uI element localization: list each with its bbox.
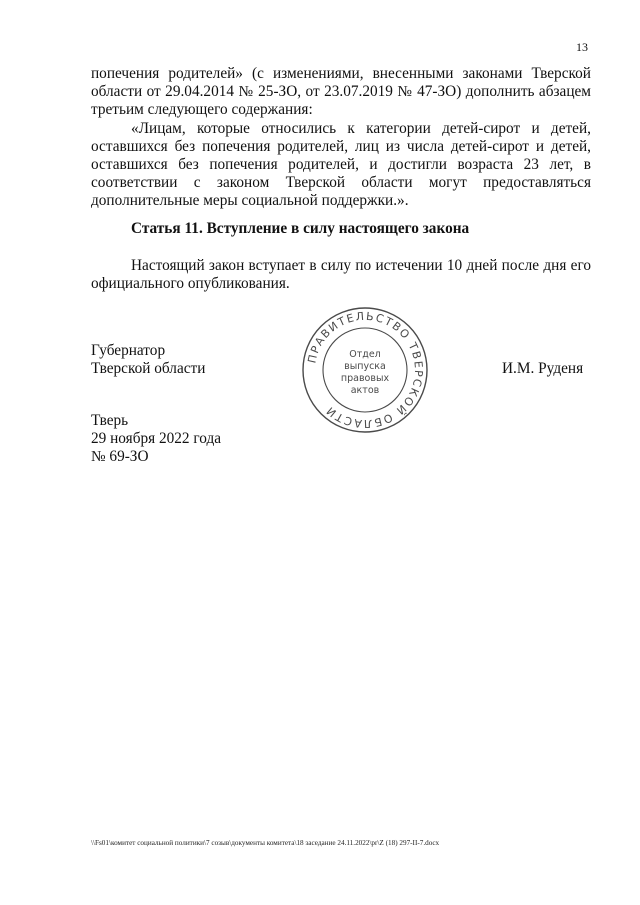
- stamp-line1: Отдел: [349, 349, 381, 360]
- stamp-line4: актов: [350, 385, 380, 396]
- stamp-line3: правовых: [340, 373, 390, 384]
- stamp-line2: выпуска: [344, 361, 386, 372]
- stamp-ring-text: ПРАВИТЕЛЬСТВО ТВЕРСКОЙ ОБЛАСТИ: [305, 309, 426, 431]
- paragraph-continuation: попечения родителей» (с изменениями, внесенными законами Тверской области от 29.04.2014 № 25-ЗО, от 23.07.2019 № 47-ЗО) дополнить абзацем третьим следующего содержания:: [91, 65, 591, 118]
- paragraph-entry-into-force: Настоящий закон вступает в силу по истечении 10 дней после дня его официального опубликования.: [91, 257, 591, 292]
- paragraph-quote: «Лицам, которые относились к категории детей-сирот и детей, оставшихся без попечения родителей, лиц из числа детей-сирот и детей, оставшихся без попечения родителей, и достигли возраста 23 лет, в соответствии с законом Тверской области могут предоставляться дополнительные меры социальной поддержки.».: [91, 120, 591, 209]
- footer-file-path: \\Fs01\комитет социальной политики\7 созыв\документы комитета\18 заседание 24.11.2022\pr\Z (18) 297-II-7.docx: [91, 839, 440, 847]
- governor-position-line2: Тверской области: [91, 360, 206, 377]
- page-number: 13: [576, 40, 588, 54]
- official-stamp: [300, 305, 430, 435]
- article-heading: Статья 11. Вступление в силу настоящего закона: [131, 220, 470, 237]
- date: 29 ноября 2022 года: [91, 430, 222, 447]
- place-and-date: [91, 412, 221, 466]
- city: Тверь: [91, 412, 129, 429]
- governor-title: [91, 342, 205, 378]
- law-number: № 69-ЗО: [91, 448, 149, 465]
- governor-position-line1: Губернатор: [91, 342, 166, 359]
- signer-name: И.М. Руденя: [502, 360, 584, 377]
